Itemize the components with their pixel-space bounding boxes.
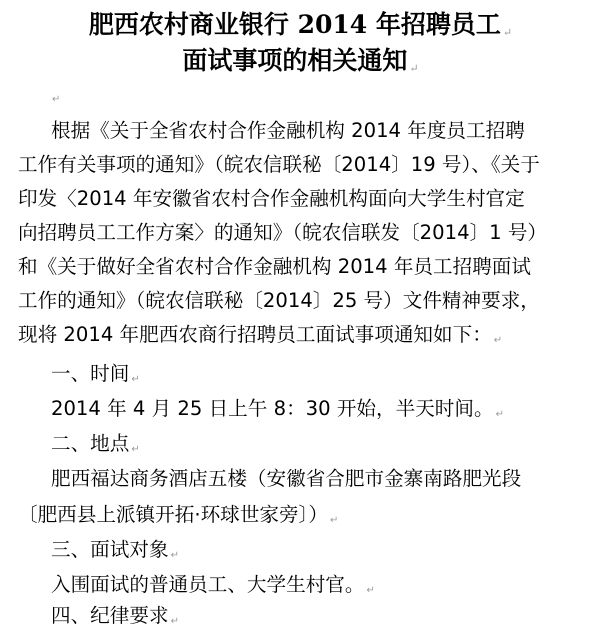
body-line: 肥西福达商务酒店五楼（安徽省合肥市金寨南路肥光段 <box>51 467 522 490</box>
body-line: 入围面试的普通员工、大学生村官。 ↵ <box>51 573 375 596</box>
paragraph-mark-icon: ↵ <box>170 550 179 561</box>
section-heading-discipline: 四、纪律要求 ↵ <box>51 604 179 627</box>
paragraph-mark-icon: ↵ <box>409 62 419 75</box>
body-line: 〔肥西县上派镇开拓·环球世家旁〕） ↵ <box>18 503 339 526</box>
document-title-line-2: 面试事项的相关通知 ↵ <box>182 46 419 75</box>
section-heading-time: 一、时间 ↵ <box>51 362 140 385</box>
section-heading-location: 二、地点 ↵ <box>51 432 140 455</box>
paragraph-mark-icon: ↵ <box>170 616 179 627</box>
body-line: 向招聘员工工作方案〉的通知》（皖农信联发〔2014〕1 号） <box>18 221 548 244</box>
paragraph-mark-icon: ↵ <box>366 585 375 596</box>
section-heading-interviewees: 三、面试对象 ↵ <box>51 538 179 561</box>
paragraph-mark-icon: ↵ <box>329 515 339 526</box>
paragraph-mark-icon: ↵ <box>502 26 513 39</box>
body-line: 印发〈2014 年安徽省农村合作金融机构面向大学生村官定 <box>18 187 525 210</box>
document-title-line-1: 肥西农村商业银行 2014 年招聘员工 ↵ <box>88 10 513 39</box>
body-line: 现将 2014 年肥西农商行招聘员工面试事项通知如下： ↵ <box>18 323 503 346</box>
body-line: 2014 年 4 月 25 日上午 8：30 开始，半天时间。 ↵ <box>51 397 504 420</box>
body-line: 工作的通知》（皖农信联秘〔2014〕25 号）文件精神要求， <box>18 289 540 312</box>
body-line: 和《关于做好全省农村合作金融机构 2014 年员工招聘面试 <box>18 255 531 278</box>
body-line: 工作有关事项的通知》（皖农信联秘〔2014〕19 号）、《关于 <box>18 153 540 176</box>
paragraph-mark-icon: ↵ <box>131 444 140 455</box>
paragraph-mark-icon: ↵ <box>493 335 503 346</box>
body-line: 根据《关于全省农村合作金融机构 2014 年度员工招聘 <box>51 119 525 142</box>
paragraph-mark-icon: ↵ <box>495 409 504 420</box>
paragraph-mark-icon: ↵ <box>52 94 61 105</box>
paragraph-mark-icon: ↵ <box>131 374 140 385</box>
